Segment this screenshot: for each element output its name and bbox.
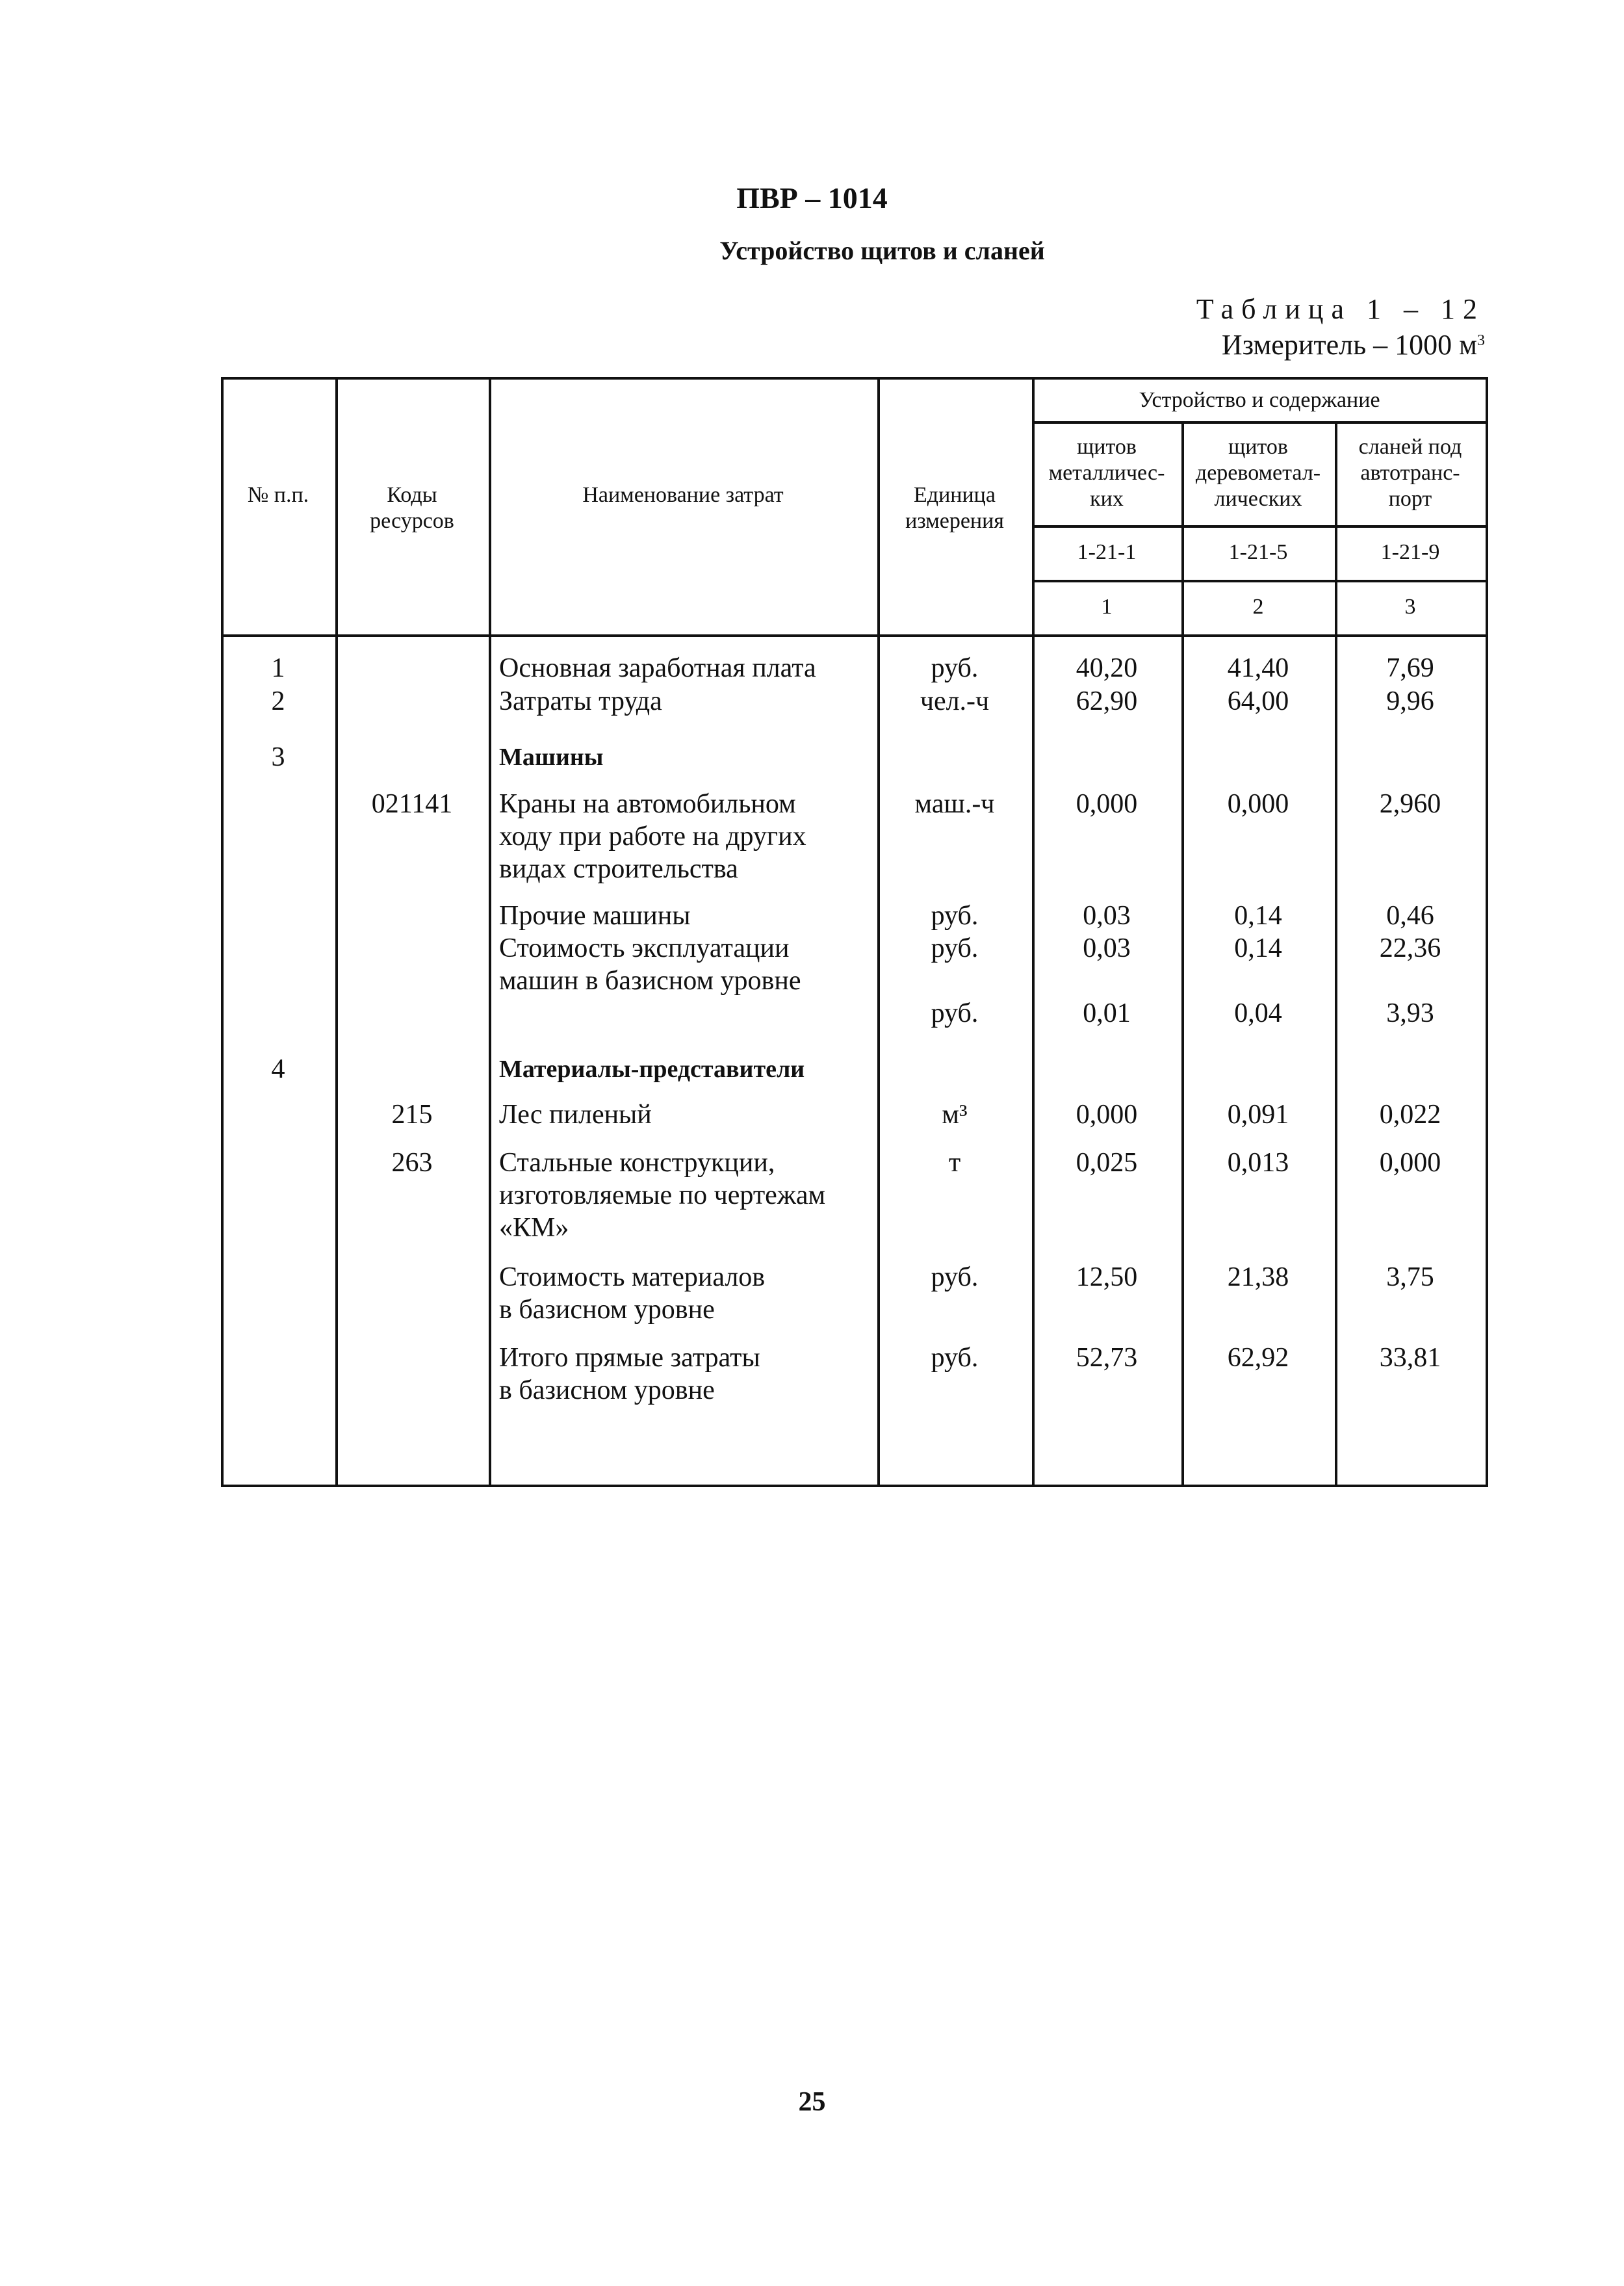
page-number: 25 (798, 2087, 826, 2117)
row-1-unit: руб. (931, 653, 979, 683)
row-1-v3: 7,69 (1386, 653, 1434, 683)
row-other-machines-v3: 0,46 (1386, 901, 1434, 931)
header-index-c1: 1 (1101, 595, 1113, 619)
row-lumber-v3: 0,022 (1379, 1100, 1441, 1130)
row-machine-cost-unit: руб. (931, 933, 979, 963)
table-border-right (1486, 377, 1488, 1485)
row-total-v1: 52,73 (1076, 1343, 1138, 1373)
row-extra-v3: 3,93 (1386, 998, 1434, 1028)
row-2-v3: 9,96 (1386, 686, 1434, 716)
row-cranes-unit: маш.-ч (914, 789, 995, 819)
row-cranes-v2: 0,000 (1227, 789, 1289, 819)
row-extra-v2: 0,04 (1234, 998, 1282, 1028)
header-index-c3: 3 (1404, 595, 1416, 619)
row-1-v2: 41,40 (1227, 653, 1289, 683)
row-extra-v1: 0,01 (1083, 998, 1131, 1028)
row-lumber-unit: м³ (942, 1100, 968, 1130)
table-border-colnames (1032, 525, 1488, 528)
header-code-c1: 1-21-1 (1077, 540, 1137, 564)
row-machine-cost-v3: 22,36 (1379, 933, 1441, 963)
row-total-unit: руб. (931, 1343, 979, 1373)
row-total-v3: 33,81 (1379, 1343, 1441, 1373)
document-subtitle: Устройство щитов и сланей (719, 236, 1045, 265)
row-steel-name: Стальные конструкции, изготовляемые по чертежам «КМ» (499, 1148, 826, 1243)
row-material-cost-unit: руб. (931, 1262, 979, 1292)
header-unit: Единица измерения (905, 483, 1004, 533)
row-2-unit: чел.-ч (920, 686, 990, 716)
row-1-name: Основная заработная плата (499, 653, 816, 683)
row-2-name: Затраты труда (499, 686, 662, 716)
header-code-c2: 1-21-5 (1228, 540, 1288, 564)
table-border-header-bottom (221, 634, 1488, 637)
measure-label: Измеритель – 1000 $м^3$ (1221, 329, 1485, 361)
row-2-v2: 64,00 (1227, 686, 1289, 716)
row-other-machines-v1: 0,03 (1083, 901, 1131, 931)
row-1-num: 1 (271, 653, 285, 683)
row-material-cost-v2: 21,38 (1227, 1262, 1289, 1292)
header-code-c3: 1-21-9 (1380, 540, 1440, 564)
header-index-c2: 2 (1252, 595, 1264, 619)
row-steel-unit: т (948, 1148, 961, 1178)
row-other-machines-unit: руб. (931, 901, 979, 931)
row-lumber-v2: 0,091 (1227, 1100, 1289, 1130)
row-cranes-v1: 0,000 (1076, 789, 1138, 819)
row-3-num: 3 (271, 742, 285, 772)
row-extra-unit: руб. (931, 998, 979, 1028)
row-machine-cost-v1: 0,03 (1083, 933, 1131, 963)
row-steel-v2: 0,013 (1227, 1148, 1289, 1178)
table-border-top (221, 377, 1488, 380)
row-2-num: 2 (271, 686, 285, 716)
header-c1: щитов металличес- ких (1048, 435, 1165, 511)
row-steel-code: 263 (391, 1148, 433, 1178)
header-num: № п.п. (247, 483, 309, 507)
row-cranes-code: 021141 (371, 789, 453, 819)
row-machine-cost-name: Стоимость эксплуатации машин в базисном уровне (499, 933, 801, 996)
header-codes: Коды ресурсов (370, 483, 454, 533)
row-other-machines-v2: 0,14 (1234, 901, 1282, 931)
row-machine-cost-v2: 0,14 (1234, 933, 1282, 963)
row-4-name: Материалы-представители (499, 1056, 805, 1083)
table-label: Таблица 1 – 12 (1196, 293, 1485, 325)
row-total-name: Итого прямые затраты в базисном уровне (499, 1343, 760, 1405)
row-total-v2: 62,92 (1227, 1343, 1289, 1373)
row-other-machines-name: Прочие машины (499, 901, 691, 931)
row-3-name: Машины (499, 744, 604, 771)
table-border-codes (335, 377, 338, 1485)
header-group: Устройство и содержание (1139, 388, 1380, 412)
row-cranes-v3: 2,960 (1379, 789, 1441, 819)
row-2-v1: 62,90 (1076, 686, 1138, 716)
table-border-bottom (221, 1485, 1488, 1487)
row-steel-v1: 0,025 (1076, 1148, 1138, 1178)
table-border-group (1032, 421, 1488, 424)
header-name: Наименование затрат (582, 483, 784, 507)
header-c2: щитов деревометал- лических (1195, 435, 1321, 511)
row-1-v1: 40,20 (1076, 653, 1138, 683)
row-material-cost-v3: 3,75 (1386, 1262, 1434, 1292)
row-lumber-code: 215 (391, 1100, 433, 1130)
row-lumber-name: Лес пиленый (499, 1100, 652, 1130)
header-c3: сланей под автотранс- порт (1358, 435, 1462, 511)
row-steel-v3: 0,000 (1379, 1148, 1441, 1178)
document-code: ПВР – 1014 (736, 181, 888, 214)
table-border-codesrow (1032, 580, 1488, 582)
table-border-left (221, 377, 224, 1485)
table-border-name (489, 377, 491, 1485)
row-material-cost-v1: 12,50 (1076, 1262, 1138, 1292)
row-4-num: 4 (271, 1054, 285, 1084)
row-material-cost-name: Стоимость материалов в базисном уровне (499, 1262, 766, 1325)
row-cranes-name: Краны на автомобильном ходу при работе на других видах строительства (499, 789, 806, 884)
row-lumber-v1: 0,000 (1076, 1100, 1138, 1130)
